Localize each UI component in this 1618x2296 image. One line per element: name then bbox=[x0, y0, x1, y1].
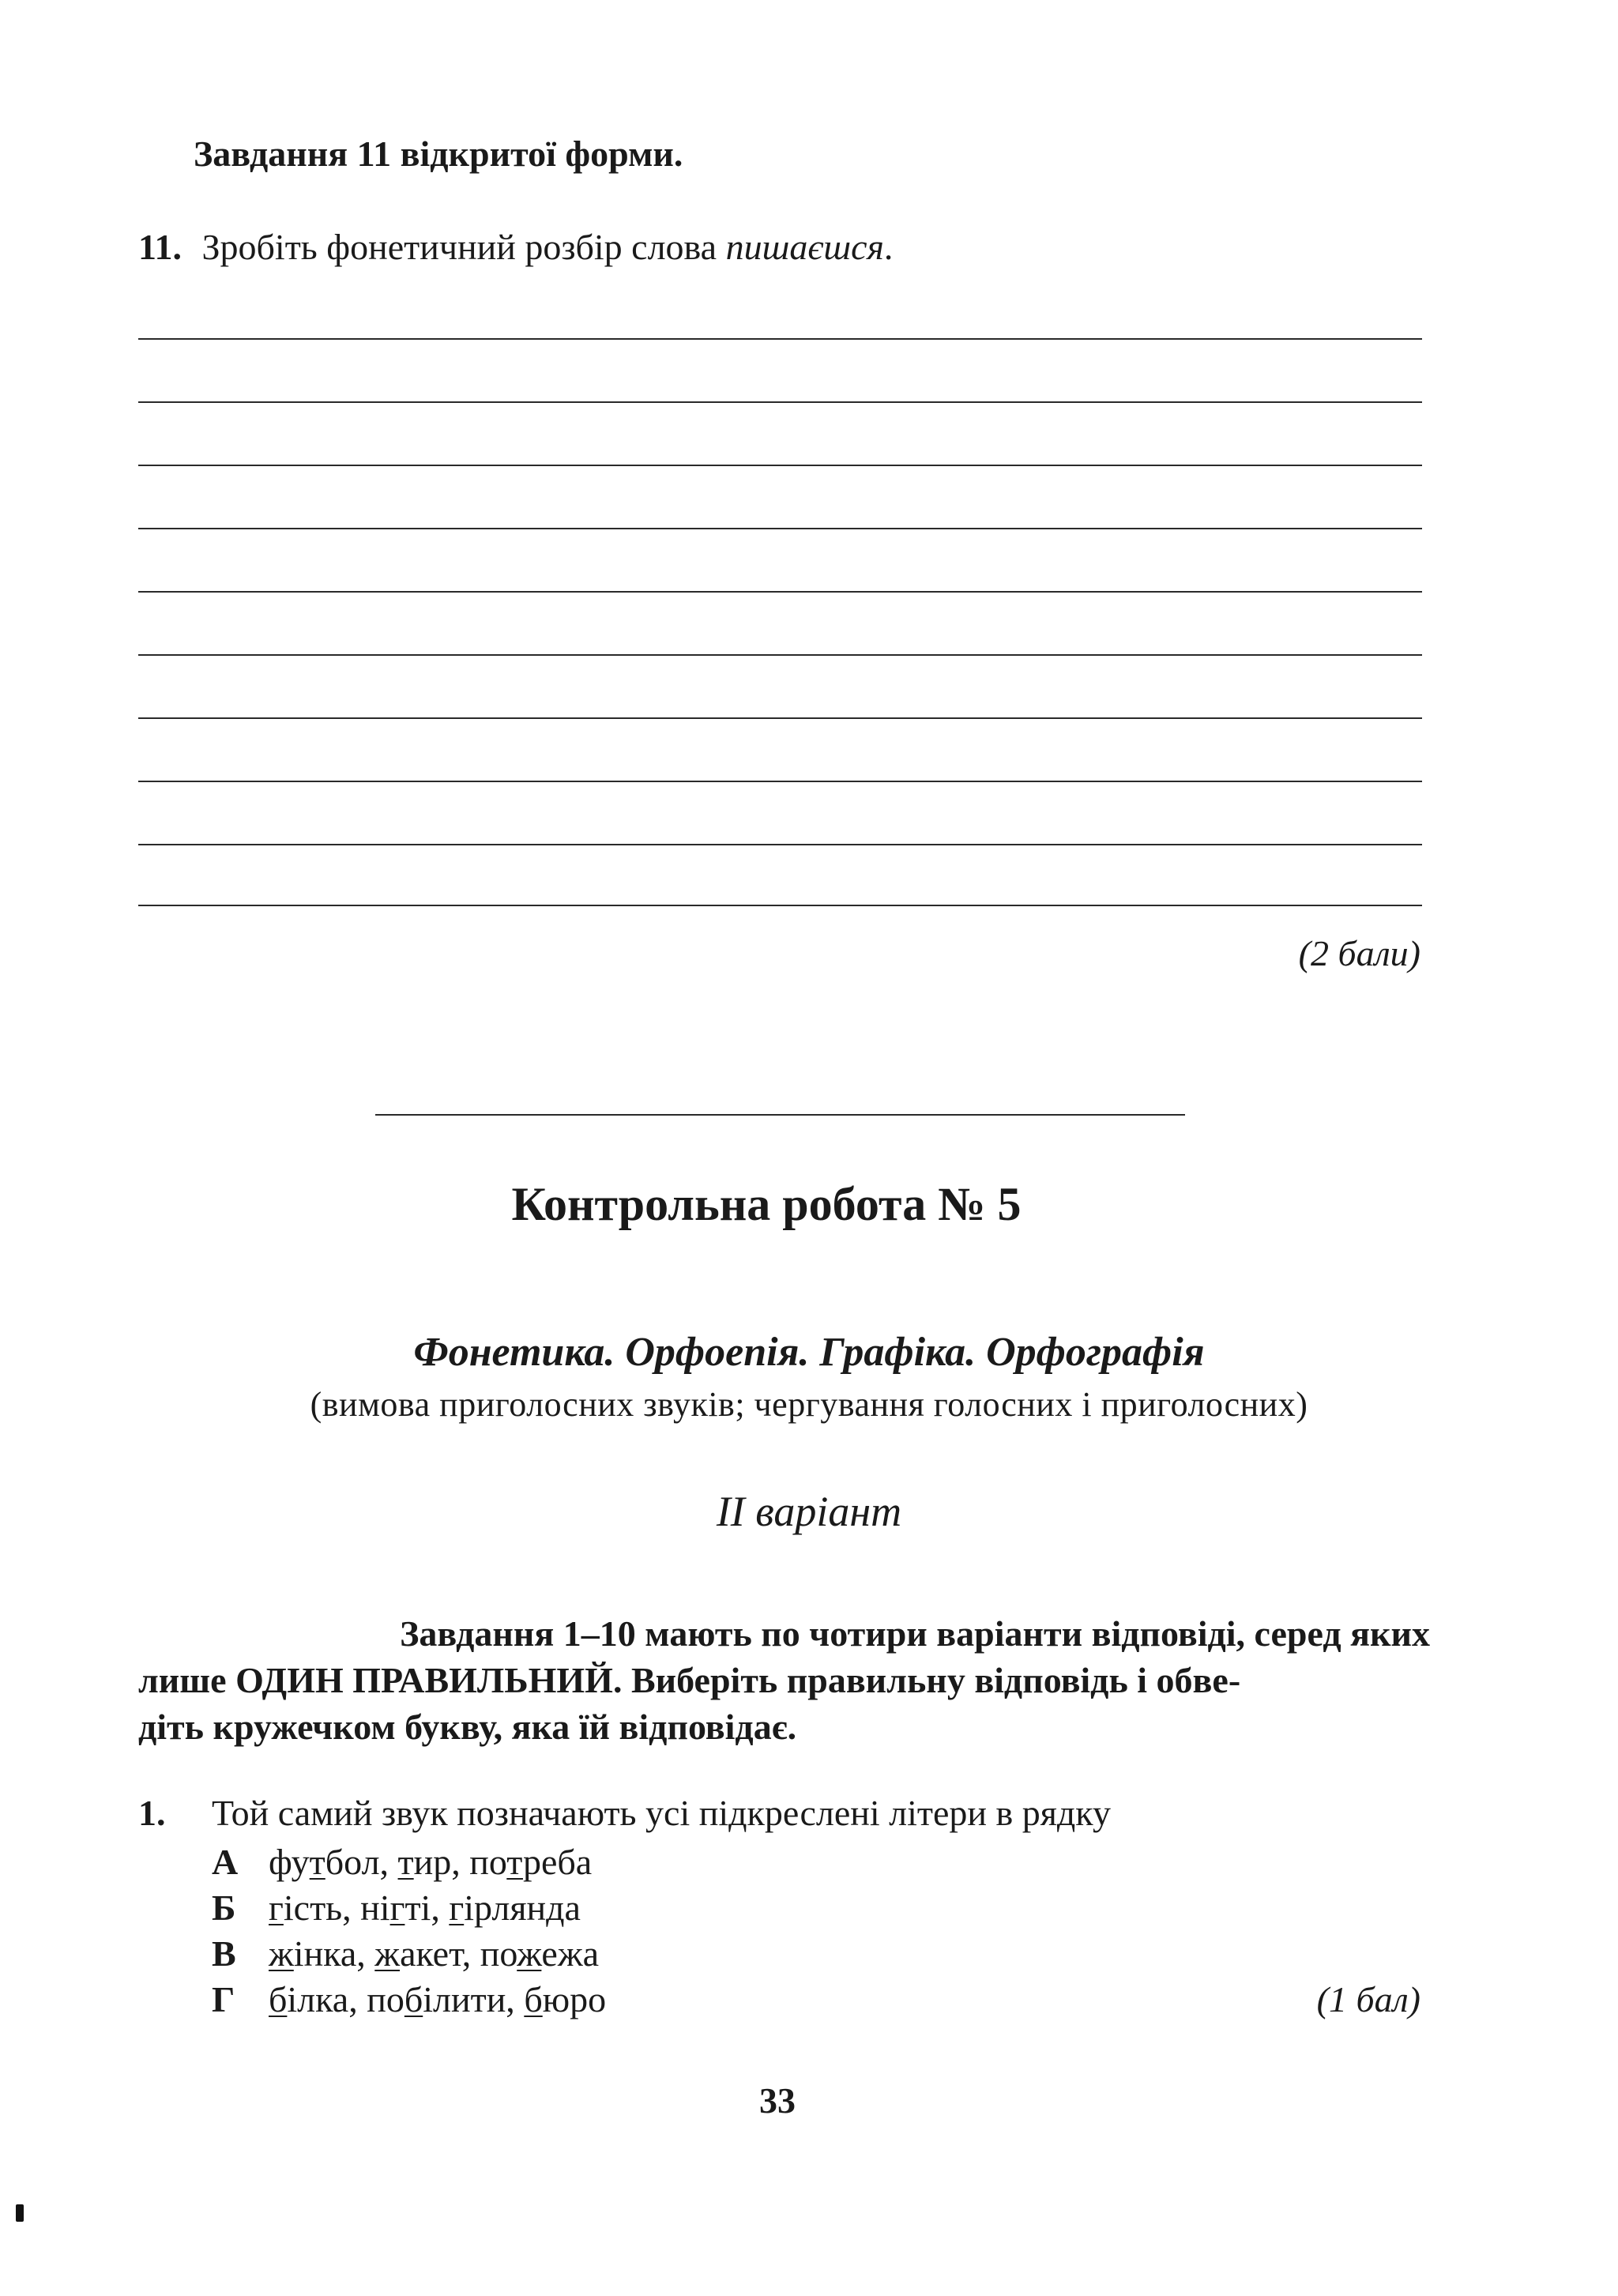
option-text-part: фу bbox=[269, 1842, 310, 1882]
scan-mark bbox=[16, 2204, 24, 2222]
answer-line[interactable] bbox=[138, 338, 1422, 340]
question1-score: (1 бал) bbox=[1316, 1979, 1420, 2019]
option-text-part: ілка, по bbox=[287, 1979, 404, 2019]
answer-line[interactable] bbox=[138, 654, 1422, 656]
option-text-part: ті, bbox=[404, 1888, 450, 1928]
question1-text: Той самий звук позначають усі підкреслені літери в рядку bbox=[212, 1793, 1111, 1833]
option-text-part: акет, по bbox=[400, 1933, 517, 1974]
option-letter[interactable]: Г bbox=[212, 1979, 235, 2019]
instructions-line-1: Завдання 1–10 мають по чотири варіанти відповіді, серед яких bbox=[400, 1613, 1430, 1654]
underlined-letter: ж bbox=[269, 1933, 294, 1974]
answer-line[interactable] bbox=[138, 465, 1422, 466]
underlined-letter: т bbox=[506, 1842, 523, 1882]
question1-number: 1. bbox=[138, 1793, 166, 1833]
option-text-part: юро bbox=[542, 1979, 607, 2019]
answer-line[interactable] bbox=[138, 781, 1422, 782]
option-text-part: ілити, bbox=[423, 1979, 525, 2019]
underlined-letter: г bbox=[269, 1888, 284, 1928]
option-text bbox=[269, 1887, 581, 1929]
page-number: 33 bbox=[759, 2080, 796, 2121]
option-letter[interactable]: А bbox=[212, 1842, 239, 1882]
test-title: Контрольна робота № 5 bbox=[511, 1178, 1022, 1230]
underlined-letter: б bbox=[404, 1979, 423, 2019]
task11-number: 11. bbox=[138, 227, 182, 267]
answer-line[interactable] bbox=[138, 528, 1422, 529]
answer-line[interactable] bbox=[138, 717, 1422, 719]
underlined-letter: б bbox=[269, 1979, 288, 2019]
task11-word: пишаєшся bbox=[725, 227, 884, 267]
option-letter[interactable]: Б bbox=[212, 1888, 236, 1928]
underlined-letter: т bbox=[397, 1842, 414, 1882]
option-text-part: бол, bbox=[325, 1842, 398, 1882]
underlined-letter: т bbox=[309, 1842, 325, 1882]
instructions-line-2: лише ОДИН ПРАВИЛЬНИЙ. Виберіть правильну відповідь і обве- bbox=[138, 1660, 1241, 1700]
underlined-letter: б bbox=[524, 1979, 543, 2019]
section-divider bbox=[375, 1114, 1185, 1116]
option-text bbox=[269, 1933, 599, 1974]
option-text-part: ість, ні bbox=[283, 1888, 390, 1928]
answer-line[interactable] bbox=[138, 401, 1422, 403]
option-text-part: реба bbox=[522, 1842, 593, 1882]
task11-question bbox=[138, 226, 893, 268]
option-text-part: ир, по bbox=[413, 1842, 507, 1882]
instructions-line-3: діть кружечком букву, яка їй відповідає. bbox=[138, 1707, 797, 1747]
task11-score: (2 бали) bbox=[1298, 933, 1420, 973]
option-text-part: інка, bbox=[293, 1933, 375, 1974]
option-text-part: ірлянда bbox=[464, 1888, 581, 1928]
task11-text: Зробіть фонетичний розбір слова bbox=[201, 227, 726, 267]
underlined-letter: ж bbox=[374, 1933, 401, 1974]
underlined-letter: ж bbox=[517, 1933, 542, 1974]
test-subtitle: Фонетика. Орфоепія. Графіка. Орфографія bbox=[413, 1330, 1205, 1375]
underlined-letter: г bbox=[449, 1888, 465, 1928]
option-letter[interactable]: В bbox=[212, 1933, 236, 1974]
answer-line[interactable] bbox=[138, 905, 1422, 906]
test-variant: II варіант bbox=[716, 1488, 902, 1535]
task11-period: . bbox=[883, 227, 894, 267]
answer-line[interactable] bbox=[138, 591, 1422, 593]
test-topic: (вимова приголосних звуків; чергування голосних і приголосних) bbox=[310, 1385, 1308, 1424]
instructions bbox=[138, 1610, 1430, 1750]
answer-line[interactable] bbox=[138, 844, 1422, 845]
underlined-letter: г bbox=[389, 1888, 405, 1928]
option-text bbox=[269, 1841, 592, 1883]
task11-header: Завдання 11 відкритої форми. bbox=[194, 134, 683, 174]
option-text bbox=[269, 1978, 606, 2020]
option-text-part: ежа bbox=[541, 1933, 600, 1974]
